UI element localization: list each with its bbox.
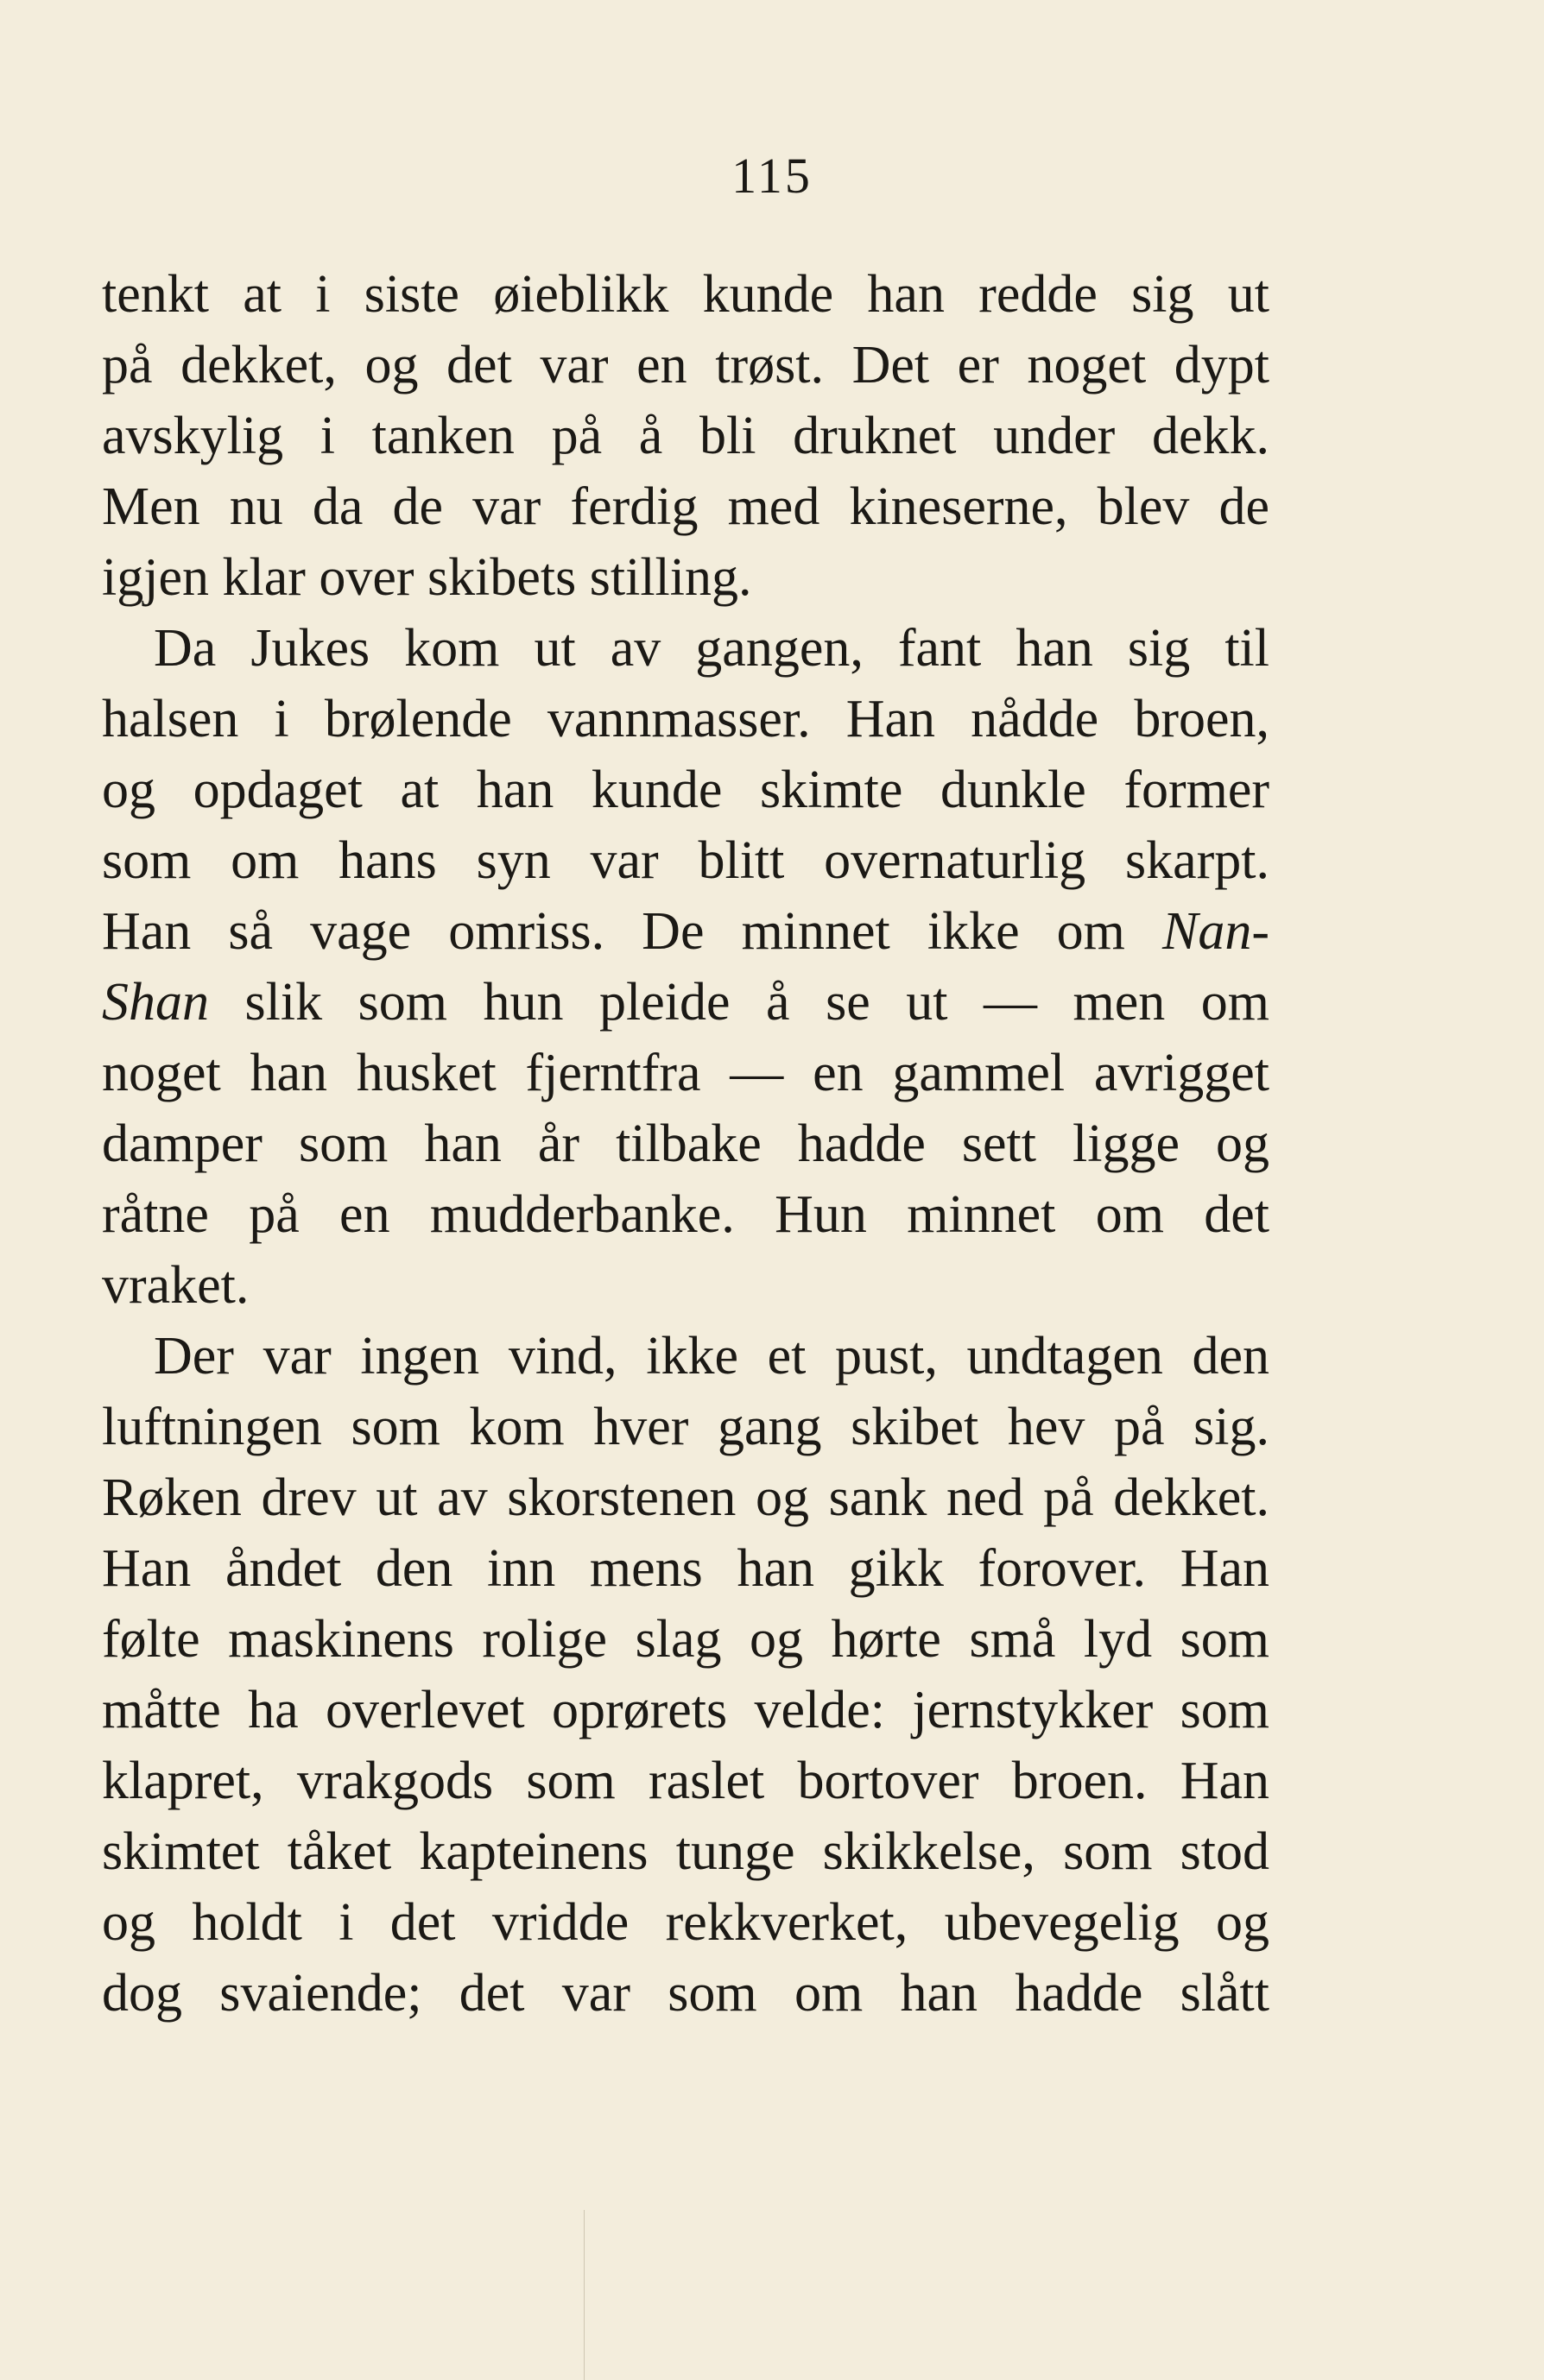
text-line: måtte ha overlevet oprørets velde: jernstykker som xyxy=(102,1681,1269,1739)
text-line: klapret, vrakgods som raslet bortover broen. Han xyxy=(102,1752,1269,1810)
text-line: vraket. xyxy=(102,1256,250,1315)
text-segment: Han så vage omriss. De minnet ikke om xyxy=(102,902,1125,961)
text-line xyxy=(102,896,1269,967)
body-text xyxy=(102,259,1269,2029)
text-line: Røken drev ut av skorstenen og sank ned på dekket. xyxy=(102,1468,1269,1527)
text-line: dog svaiende; det var som om han hadde slått xyxy=(102,1964,1269,2023)
text-line xyxy=(102,967,1269,1038)
text-line: damper som han år tilbake hadde sett ligge og xyxy=(102,1114,1269,1173)
text-line: noget han husket fjerntfra — en gammel avrigget xyxy=(102,1044,1269,1102)
text-line: som om hans syn var blitt overnaturlig skarpt. xyxy=(102,831,1269,890)
text-line: Da Jukes kom ut av gangen, fant han sig til xyxy=(154,619,1269,678)
text-line: halsen i brølende vannmasser. Han nådde broen, xyxy=(102,690,1269,748)
text-line: skimtet tåket kapteinens tunge skikkelse, som stod xyxy=(102,1822,1269,1881)
text-line: Han åndet den inn mens han gikk forover. Han xyxy=(102,1539,1269,1598)
text-line: luftningen som kom hver gang skibet hev på sig. xyxy=(102,1398,1269,1456)
text-line: og opdaget at han kunde skimte dunkle former xyxy=(102,761,1269,819)
text-line: følte maskinens rolige slag og hørte små lyd som xyxy=(102,1610,1269,1669)
text-segment: slik som hun pleide å se ut — men om xyxy=(244,973,1269,1032)
ship-name-italic: Shan xyxy=(102,973,209,1032)
text-line: Der var ingen vind, ikke et pust, undtagen den xyxy=(154,1327,1269,1386)
page-number: 115 xyxy=(731,148,813,204)
text-line: tenkt at i siste øieblikk kunde han redde sig ut xyxy=(102,265,1269,324)
text-line: Men nu da de var ferdig med kineserne, blev de xyxy=(102,477,1269,536)
text-line: råtne på en mudderbanke. Hun minnet om det xyxy=(102,1185,1269,1244)
scan-edge-mark xyxy=(584,2210,585,2380)
ship-name-italic: Nan- xyxy=(1162,902,1269,961)
text-line: og holdt i det vridde rekkverket, ubevegelig og xyxy=(102,1893,1269,1952)
text-line: igjen klar over skibets stilling. xyxy=(102,548,752,607)
text-line: avskylig i tanken på å bli druknet under dekk. xyxy=(102,407,1269,465)
text-line: på dekket, og det var en trøst. Det er noget dypt xyxy=(102,336,1269,395)
